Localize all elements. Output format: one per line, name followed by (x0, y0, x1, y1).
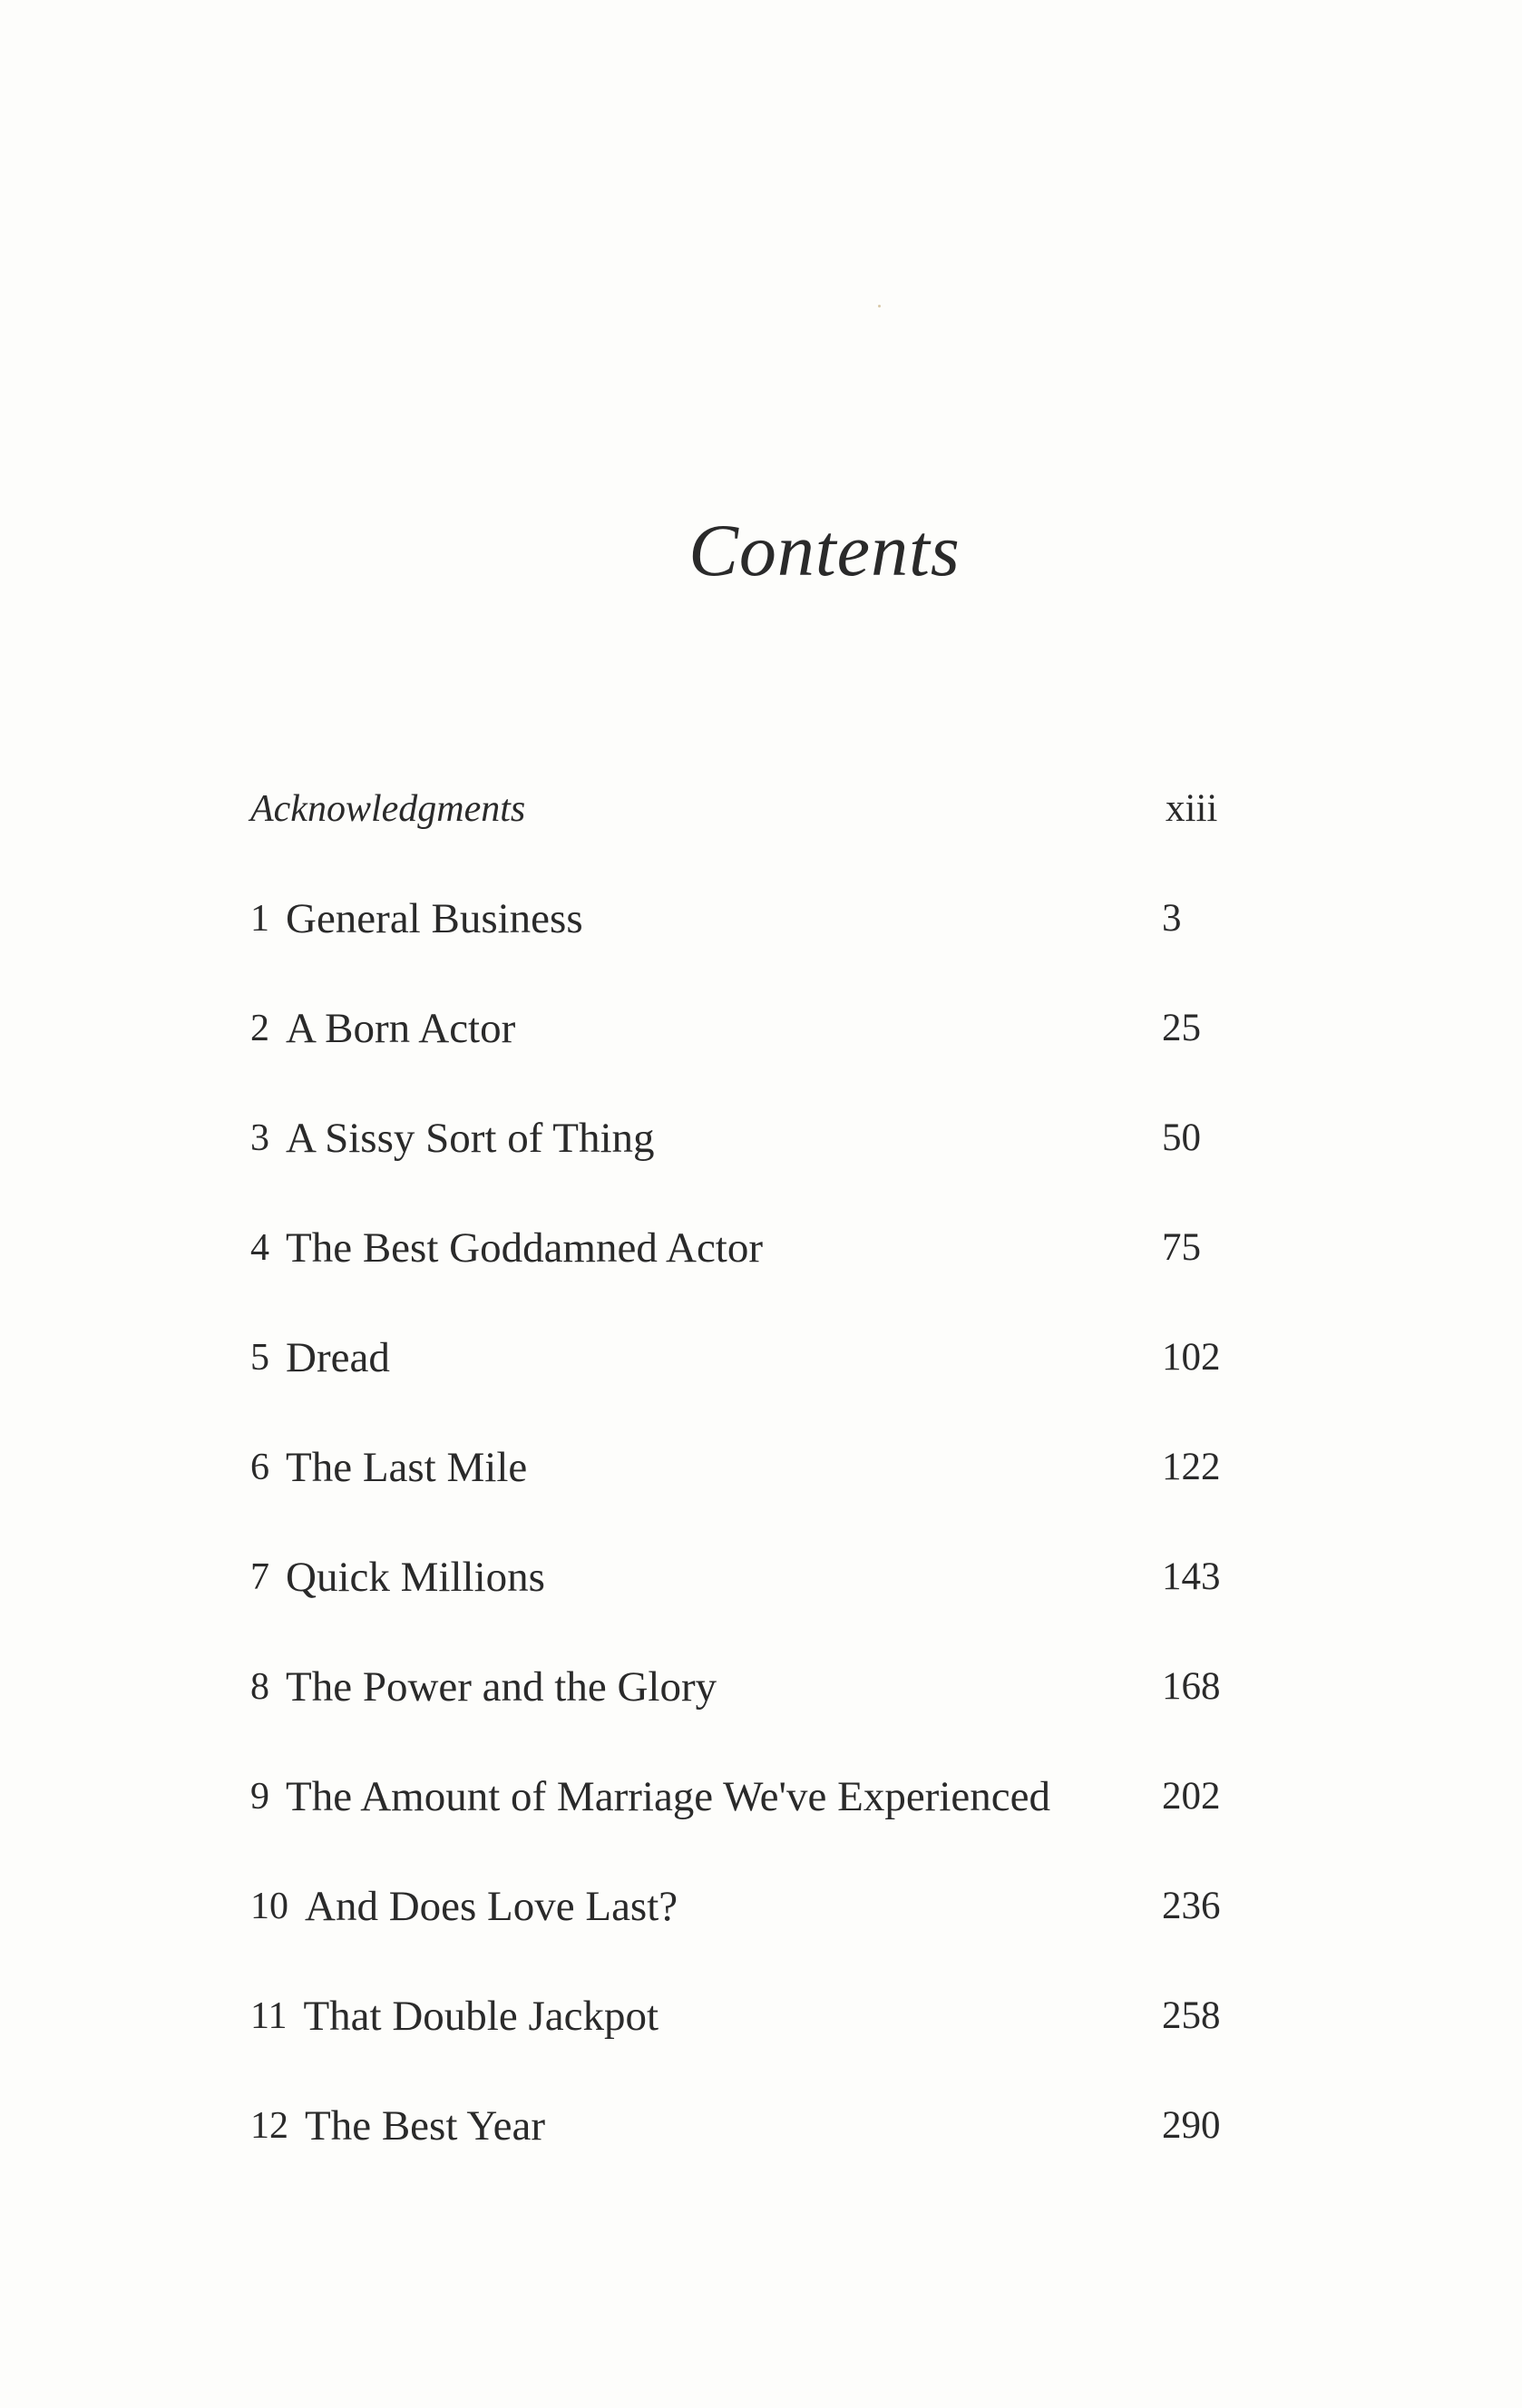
chapter-title: Quick Millions (286, 1554, 545, 1601)
toc-entry-title: Acknowledgments (250, 788, 526, 830)
chapter-number: 9 (250, 1776, 269, 1818)
paper-speck (878, 305, 881, 307)
chapter-number: 7 (250, 1556, 269, 1598)
chapter-number: 12 (250, 2105, 288, 2147)
toc-entry-chapter-3[interactable] (250, 1111, 1239, 1221)
chapter-page: 258 (1162, 1994, 1221, 2037)
chapter-page: 50 (1162, 1116, 1201, 1159)
toc-entry-chapter-1[interactable] (250, 892, 1239, 1001)
chapter-title: The Last Mile (286, 1444, 528, 1491)
table-of-contents (250, 782, 1239, 2208)
chapter-page: 3 (1162, 897, 1182, 940)
toc-entry-chapter-7[interactable] (250, 1550, 1239, 1660)
toc-entry-chapter-4[interactable] (250, 1221, 1239, 1331)
chapter-title: The Amount of Marriage We've Experienced (286, 1773, 1050, 1820)
chapter-title: The Best Year (305, 2102, 545, 2150)
toc-entry-chapter-8[interactable] (250, 1660, 1239, 1769)
toc-entry-chapter-11[interactable] (250, 1989, 1239, 2099)
toc-entry-acknowledgments[interactable] (250, 782, 1239, 892)
chapter-title: Dread (286, 1334, 390, 1381)
chapter-page: 143 (1162, 1555, 1221, 1598)
chapter-number: 8 (250, 1666, 269, 1708)
toc-entry-chapter-9[interactable] (250, 1769, 1239, 1879)
chapter-title: That Double Jackpot (303, 1993, 659, 2040)
chapter-page: 75 (1162, 1226, 1201, 1269)
chapter-number: 5 (250, 1337, 269, 1379)
chapter-number: 11 (250, 1995, 288, 2037)
toc-entry-chapter-5[interactable] (250, 1331, 1239, 1440)
toc-entry-chapter-12[interactable] (250, 2099, 1239, 2208)
chapter-page: 102 (1162, 1336, 1221, 1379)
chapter-page: 122 (1162, 1446, 1221, 1488)
chapter-number: 2 (250, 1008, 269, 1049)
chapter-title: The Best Goddamned Actor (286, 1224, 764, 1272)
toc-entry-chapter-6[interactable] (250, 1440, 1239, 1550)
chapter-page: 290 (1162, 2104, 1221, 2147)
chapter-number: 3 (250, 1117, 269, 1159)
chapter-number: 10 (250, 1886, 288, 1927)
toc-entry-chapter-2[interactable] (250, 1001, 1239, 1111)
contents-heading: Contents (688, 509, 961, 591)
chapter-page: 25 (1162, 1007, 1201, 1049)
toc-entry-chapter-10[interactable] (250, 1879, 1239, 1989)
chapter-title: A Sissy Sort of Thing (286, 1115, 655, 1162)
chapter-page: 236 (1162, 1885, 1221, 1927)
chapter-number: 4 (250, 1227, 269, 1269)
chapter-title: The Power and the Glory (286, 1663, 717, 1711)
chapter-page: 202 (1162, 1775, 1221, 1818)
chapter-title: General Business (286, 895, 583, 942)
chapter-title: And Does Love Last? (305, 1883, 678, 1930)
chapter-title: A Born Actor (286, 1005, 516, 1052)
chapter-number: 6 (250, 1447, 269, 1488)
toc-entry-page: xiii (1166, 787, 1218, 830)
chapter-page: 168 (1162, 1665, 1221, 1708)
chapter-number: 1 (250, 898, 269, 940)
